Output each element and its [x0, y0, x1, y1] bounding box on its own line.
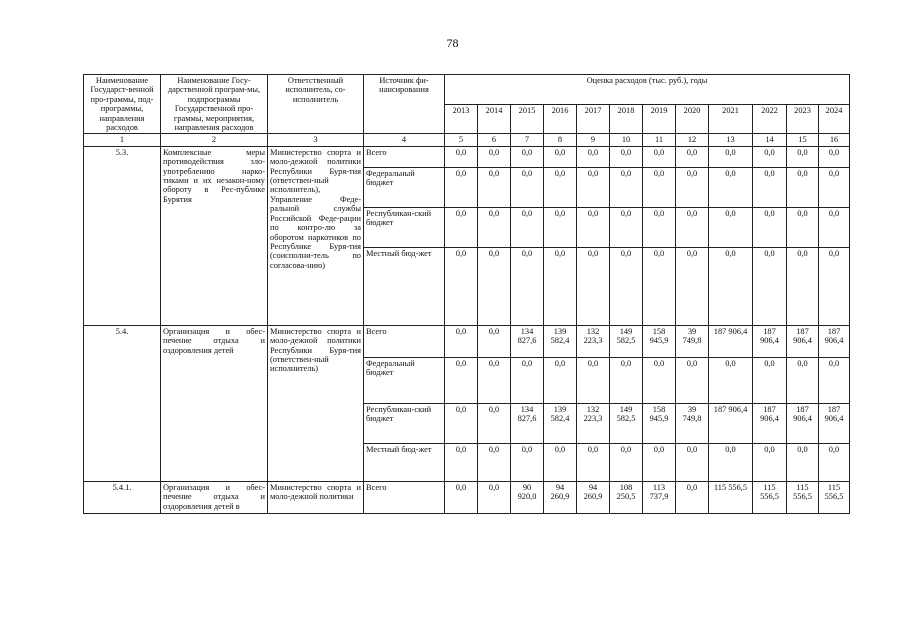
- expense-value: 39 749,8: [676, 325, 709, 357]
- expense-value: 0,0: [787, 146, 819, 167]
- expense-value: 0,0: [709, 207, 753, 247]
- expense-value: 0,0: [478, 443, 511, 481]
- row-name: Комплексные меры противодействия зло-употреблению нарко-тиками и их незакон-ному обороту в Рес-публике Бурятия: [161, 146, 268, 325]
- expense-value: 149 582,5: [610, 325, 643, 357]
- expense-value: 0,0: [577, 357, 610, 403]
- year-header: 2023: [787, 104, 819, 134]
- table-row: [84, 325, 850, 357]
- row-code: 5.4.: [84, 325, 161, 481]
- expense-value: 187 906,4: [753, 325, 787, 357]
- expense-value: 139 582,4: [544, 325, 577, 357]
- expense-value: 0,0: [511, 207, 544, 247]
- expense-value: 0,0: [577, 146, 610, 167]
- funding-source: Местный бюд-жет: [364, 247, 445, 325]
- expense-value: 0,0: [478, 247, 511, 325]
- expense-value: 0,0: [445, 247, 478, 325]
- expense-value: 0,0: [544, 167, 577, 207]
- table-row: [84, 146, 850, 167]
- year-header: 2016: [544, 104, 577, 134]
- expense-value: 0,0: [577, 247, 610, 325]
- column-index-cell: 11: [643, 134, 676, 146]
- expense-value: 132 223,3: [577, 403, 610, 443]
- column-index-cell: 15: [787, 134, 819, 146]
- column-index-cell: 13: [709, 134, 753, 146]
- expense-value: 113 737,9: [643, 481, 676, 513]
- expense-value: 0,0: [753, 167, 787, 207]
- expense-value: 108 250,5: [610, 481, 643, 513]
- funding-source: Местный бюд-жет: [364, 443, 445, 481]
- expense-value: 0,0: [610, 247, 643, 325]
- expense-value: 0,0: [610, 207, 643, 247]
- expense-value: 0,0: [544, 146, 577, 167]
- funding-source: Всего: [364, 325, 445, 357]
- expense-value: 0,0: [478, 207, 511, 247]
- expense-value: 0,0: [610, 443, 643, 481]
- expense-value: 0,0: [753, 207, 787, 247]
- year-header: 2017: [577, 104, 610, 134]
- year-header: 2015: [511, 104, 544, 134]
- expense-value: 0,0: [544, 207, 577, 247]
- expense-value: 0,0: [610, 146, 643, 167]
- expense-value: 0,0: [478, 403, 511, 443]
- row-executor: Министерство спорта и моло-дежной политики Республики Буря-тия (ответствен-ный исполнитель): [268, 325, 364, 481]
- expense-value: 0,0: [819, 357, 850, 403]
- header-executor: Ответственный исполнитель, со-исполнитель: [268, 75, 364, 134]
- expenses-table: [83, 74, 850, 514]
- expense-value: 0,0: [478, 481, 511, 513]
- year-header: 2021: [709, 104, 753, 134]
- expense-value: 158 945,9: [643, 403, 676, 443]
- funding-source: Республикан-ский бюджет: [364, 207, 445, 247]
- table-row: [84, 481, 850, 513]
- expense-value: 187 906,4: [819, 403, 850, 443]
- expense-value: 134 827,6: [511, 325, 544, 357]
- expense-value: 0,0: [819, 146, 850, 167]
- expense-value: 0,0: [787, 167, 819, 207]
- expense-value: 0,0: [544, 443, 577, 481]
- expense-value: 115 556,5: [787, 481, 819, 513]
- expense-value: 0,0: [511, 247, 544, 325]
- expense-value: 0,0: [819, 247, 850, 325]
- expense-value: 0,0: [676, 167, 709, 207]
- expense-value: 187 906,4: [709, 403, 753, 443]
- expense-value: 90 920,0: [511, 481, 544, 513]
- table-body: [84, 146, 850, 513]
- expense-value: 0,0: [478, 325, 511, 357]
- year-header: 2013: [445, 104, 478, 134]
- row-executor: Министерство спорта и моло-дежной политики Республики Буря-тия (ответствен-ный исполнитель), Управление Феде-ральной службы Российской Феде-рации по контро-лю за оборотом наркотиков по Республике Буря-тия (соисполни-тель по согласова-нию): [268, 146, 364, 325]
- expense-value: 0,0: [676, 481, 709, 513]
- expense-value: 0,0: [445, 207, 478, 247]
- expense-value: 0,0: [787, 247, 819, 325]
- expense-value: 94 260,9: [577, 481, 610, 513]
- expense-value: 0,0: [819, 167, 850, 207]
- header-expenses: Оценка расходов (тыс. руб.), годы: [445, 75, 850, 105]
- expense-value: 0,0: [676, 443, 709, 481]
- expense-value: 187 906,4: [709, 325, 753, 357]
- expense-value: 0,0: [753, 443, 787, 481]
- header-source: Источник фи-нансирования: [364, 75, 445, 134]
- expense-value: 0,0: [709, 443, 753, 481]
- row-executor: Министерство спорта и моло-дежной политики: [268, 481, 364, 513]
- year-header: 2024: [819, 104, 850, 134]
- expense-value: 0,0: [643, 167, 676, 207]
- expense-value: 0,0: [643, 357, 676, 403]
- expense-value: 187 906,4: [787, 403, 819, 443]
- expense-value: 158 945,9: [643, 325, 676, 357]
- funding-source: Республикан-ский бюджет: [364, 403, 445, 443]
- expense-value: 0,0: [511, 357, 544, 403]
- column-index-row: [84, 134, 850, 146]
- year-header: 2018: [610, 104, 643, 134]
- expense-value: 0,0: [445, 357, 478, 403]
- expense-value: 0,0: [643, 207, 676, 247]
- expense-value: 115 556,5: [819, 481, 850, 513]
- expense-value: 134 827,6: [511, 403, 544, 443]
- funding-source: Всего: [364, 146, 445, 167]
- expense-value: 0,0: [709, 146, 753, 167]
- expense-value: 0,0: [478, 167, 511, 207]
- expense-value: 0,0: [610, 167, 643, 207]
- expense-value: 0,0: [819, 443, 850, 481]
- expense-value: 0,0: [676, 357, 709, 403]
- column-index-cell: 16: [819, 134, 850, 146]
- column-index-cell: 5: [445, 134, 478, 146]
- column-index-cell: 2: [161, 134, 268, 146]
- column-index-cell: 8: [544, 134, 577, 146]
- header-program: Наименование Государст-венной про-граммы, под-программы, направления расходов: [84, 75, 161, 134]
- expense-value: 187 906,4: [819, 325, 850, 357]
- funding-source: Федеральный бюджет: [364, 357, 445, 403]
- expense-value: 0,0: [445, 443, 478, 481]
- expense-value: 149 582,5: [610, 403, 643, 443]
- column-index-cell: 10: [610, 134, 643, 146]
- expense-value: 0,0: [787, 443, 819, 481]
- expense-value: 0,0: [445, 481, 478, 513]
- expense-value: 0,0: [544, 247, 577, 325]
- row-code: 5.4.1.: [84, 481, 161, 513]
- column-index-cell: 6: [478, 134, 511, 146]
- column-index-cell: 9: [577, 134, 610, 146]
- column-index-cell: 3: [268, 134, 364, 146]
- expense-value: 0,0: [709, 357, 753, 403]
- column-index-cell: 14: [753, 134, 787, 146]
- year-header: 2014: [478, 104, 511, 134]
- page-number: 78: [446, 36, 459, 50]
- expense-value: 0,0: [445, 146, 478, 167]
- funding-source: Федеральный бюджет: [364, 167, 445, 207]
- row-name: Организация и обес-печение отдыха и оздоровления детей: [161, 325, 268, 481]
- header-name: Наименование Госу-дарственной програм-мы, подпрограммы Государственной про-граммы, мероприятия, направления расходов: [161, 75, 268, 134]
- expense-value: 0,0: [819, 207, 850, 247]
- expense-value: 0,0: [709, 247, 753, 325]
- expense-value: 0,0: [577, 207, 610, 247]
- funding-source: Всего: [364, 481, 445, 513]
- expense-value: 0,0: [676, 207, 709, 247]
- expense-value: 0,0: [610, 357, 643, 403]
- expense-value: 0,0: [445, 167, 478, 207]
- column-index-cell: 1: [84, 134, 161, 146]
- expense-value: 39 749,8: [676, 403, 709, 443]
- expense-value: 0,0: [511, 167, 544, 207]
- expense-value: 0,0: [753, 247, 787, 325]
- expense-value: 132 223,3: [577, 325, 610, 357]
- expense-value: 115 556,5: [753, 481, 787, 513]
- expense-value: 0,0: [577, 443, 610, 481]
- expense-value: 0,0: [643, 247, 676, 325]
- expense-value: 187 906,4: [753, 403, 787, 443]
- expense-value: 115 556,5: [709, 481, 753, 513]
- year-header: 2019: [643, 104, 676, 134]
- expense-value: 139 582,4: [544, 403, 577, 443]
- expense-value: 0,0: [511, 443, 544, 481]
- expense-value: 0,0: [753, 146, 787, 167]
- row-code: 5.3.: [84, 146, 161, 325]
- expense-value: 0,0: [544, 357, 577, 403]
- expense-value: 0,0: [445, 325, 478, 357]
- expense-value: 0,0: [787, 357, 819, 403]
- expense-value: 0,0: [643, 146, 676, 167]
- expense-value: 0,0: [709, 167, 753, 207]
- expense-value: 0,0: [478, 146, 511, 167]
- column-index-cell: 12: [676, 134, 709, 146]
- expense-value: 0,0: [445, 403, 478, 443]
- expense-value: 0,0: [676, 146, 709, 167]
- expense-value: 0,0: [511, 146, 544, 167]
- expense-value: 0,0: [787, 207, 819, 247]
- expense-value: 0,0: [643, 443, 676, 481]
- expense-value: 0,0: [478, 357, 511, 403]
- expense-value: 0,0: [753, 357, 787, 403]
- column-index-cell: 7: [511, 134, 544, 146]
- expense-value: 94 260,9: [544, 481, 577, 513]
- year-header: 2022: [753, 104, 787, 134]
- expense-value: 0,0: [577, 167, 610, 207]
- expense-value: 187 906,4: [787, 325, 819, 357]
- row-name: Организация и обес-печение отдыха и оздоровления детей в: [161, 481, 268, 513]
- column-index-cell: 4: [364, 134, 445, 146]
- expense-value: 0,0: [676, 247, 709, 325]
- year-header: 2020: [676, 104, 709, 134]
